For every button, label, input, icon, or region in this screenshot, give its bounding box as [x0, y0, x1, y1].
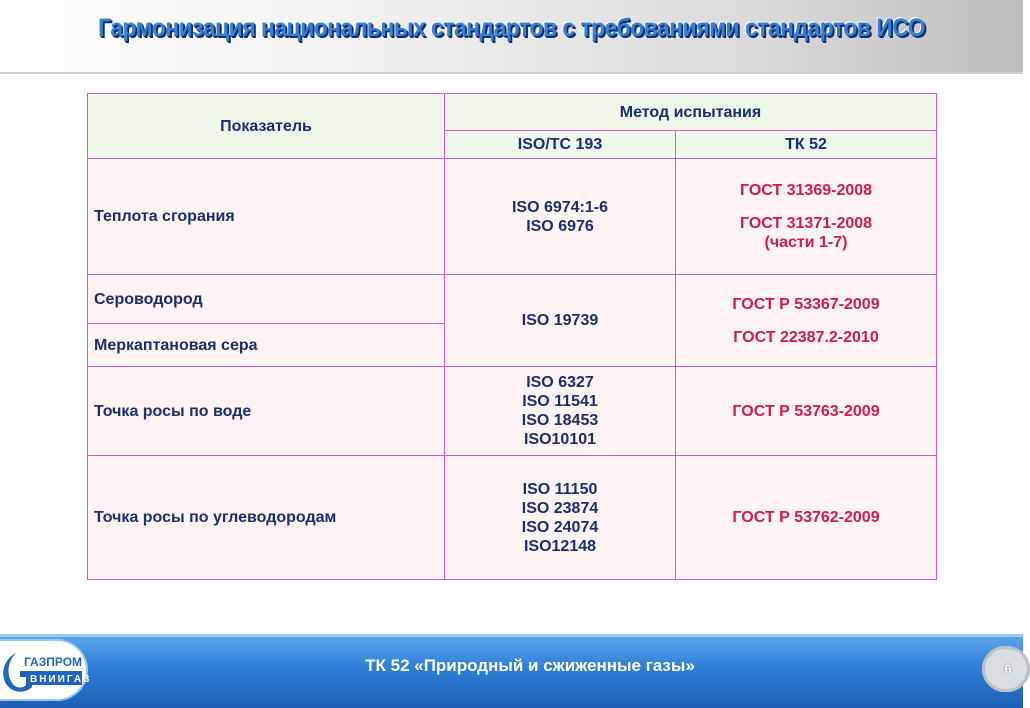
- header-iso: ISO/TC 193: [445, 131, 676, 159]
- gazprom-vniigaz-logo: [0, 641, 92, 699]
- gost-standard: ГОСТ Р 53762-2009: [732, 509, 880, 526]
- iso-standard: ISO 23874: [521, 499, 599, 517]
- standards-table: [87, 93, 937, 580]
- iso-standard: ISO 19739: [521, 312, 599, 329]
- gost-standard: ГОСТ Р 53367-2009: [732, 295, 880, 313]
- iso-standard: ISO 6976: [526, 217, 594, 235]
- row-iso: [445, 456, 676, 580]
- row-gost: [676, 367, 937, 456]
- header-indicator: Показатель: [88, 94, 445, 159]
- logo-text-gazprom: ГАЗПРОМ: [24, 655, 83, 669]
- row-name: Точка росы по воде: [88, 367, 445, 456]
- iso-standard: ISO 24074: [521, 518, 599, 536]
- table-row: [88, 456, 937, 580]
- table-row: [88, 159, 937, 275]
- gost-standard: ГОСТ 22387.2-2010: [733, 328, 879, 346]
- iso-standard: ISO 11541: [522, 393, 598, 410]
- row-name: Сероводород: [88, 275, 445, 324]
- page-title: Гармонизация национальных стандартов с требованиями стандартов ИСО: [98, 14, 925, 42]
- logo-text-vniigaz: ВНИИГАЗ: [30, 674, 92, 685]
- table-row: [88, 367, 937, 456]
- iso-standard: ISO 11150: [522, 480, 598, 498]
- table-header-row: [88, 94, 937, 131]
- header-method: Метод испытания: [445, 94, 937, 131]
- iso-standard: ISO12148: [523, 537, 597, 555]
- gazprom-logo-icon: [2, 647, 92, 693]
- row-iso: [445, 275, 676, 367]
- row-iso: [445, 159, 676, 275]
- header-tk: ТК 52: [676, 131, 937, 159]
- iso-standard: ISO 6327: [526, 374, 594, 391]
- iso-standard: ISO10101: [523, 431, 597, 448]
- row-name: Точка росы по углеводородам: [88, 456, 445, 580]
- gost-standard: ГОСТ 31371-2008: [739, 215, 873, 232]
- row-gost: [676, 159, 937, 275]
- iso-standard: ISO 18453: [521, 412, 599, 429]
- page-number: 6: [1004, 662, 1012, 676]
- footer-caption: ТК 52 «Природный и сжиженные газы»: [365, 656, 695, 675]
- row-name: Меркаптановая сера: [88, 324, 445, 367]
- footer-highlight: [0, 634, 1023, 637]
- row-gost: [676, 456, 937, 580]
- iso-standard: ISO 6974:1-6: [511, 198, 609, 216]
- gost-standard: ГОСТ 31369-2008: [739, 182, 873, 199]
- row-iso: [445, 367, 676, 456]
- row-gost: [676, 275, 937, 367]
- table-row: [88, 275, 937, 324]
- gost-note: (части 1-7): [764, 234, 848, 251]
- gost-standard: ГОСТ Р 53763-2009: [732, 402, 880, 420]
- row-name: Теплота сгорания: [88, 159, 445, 275]
